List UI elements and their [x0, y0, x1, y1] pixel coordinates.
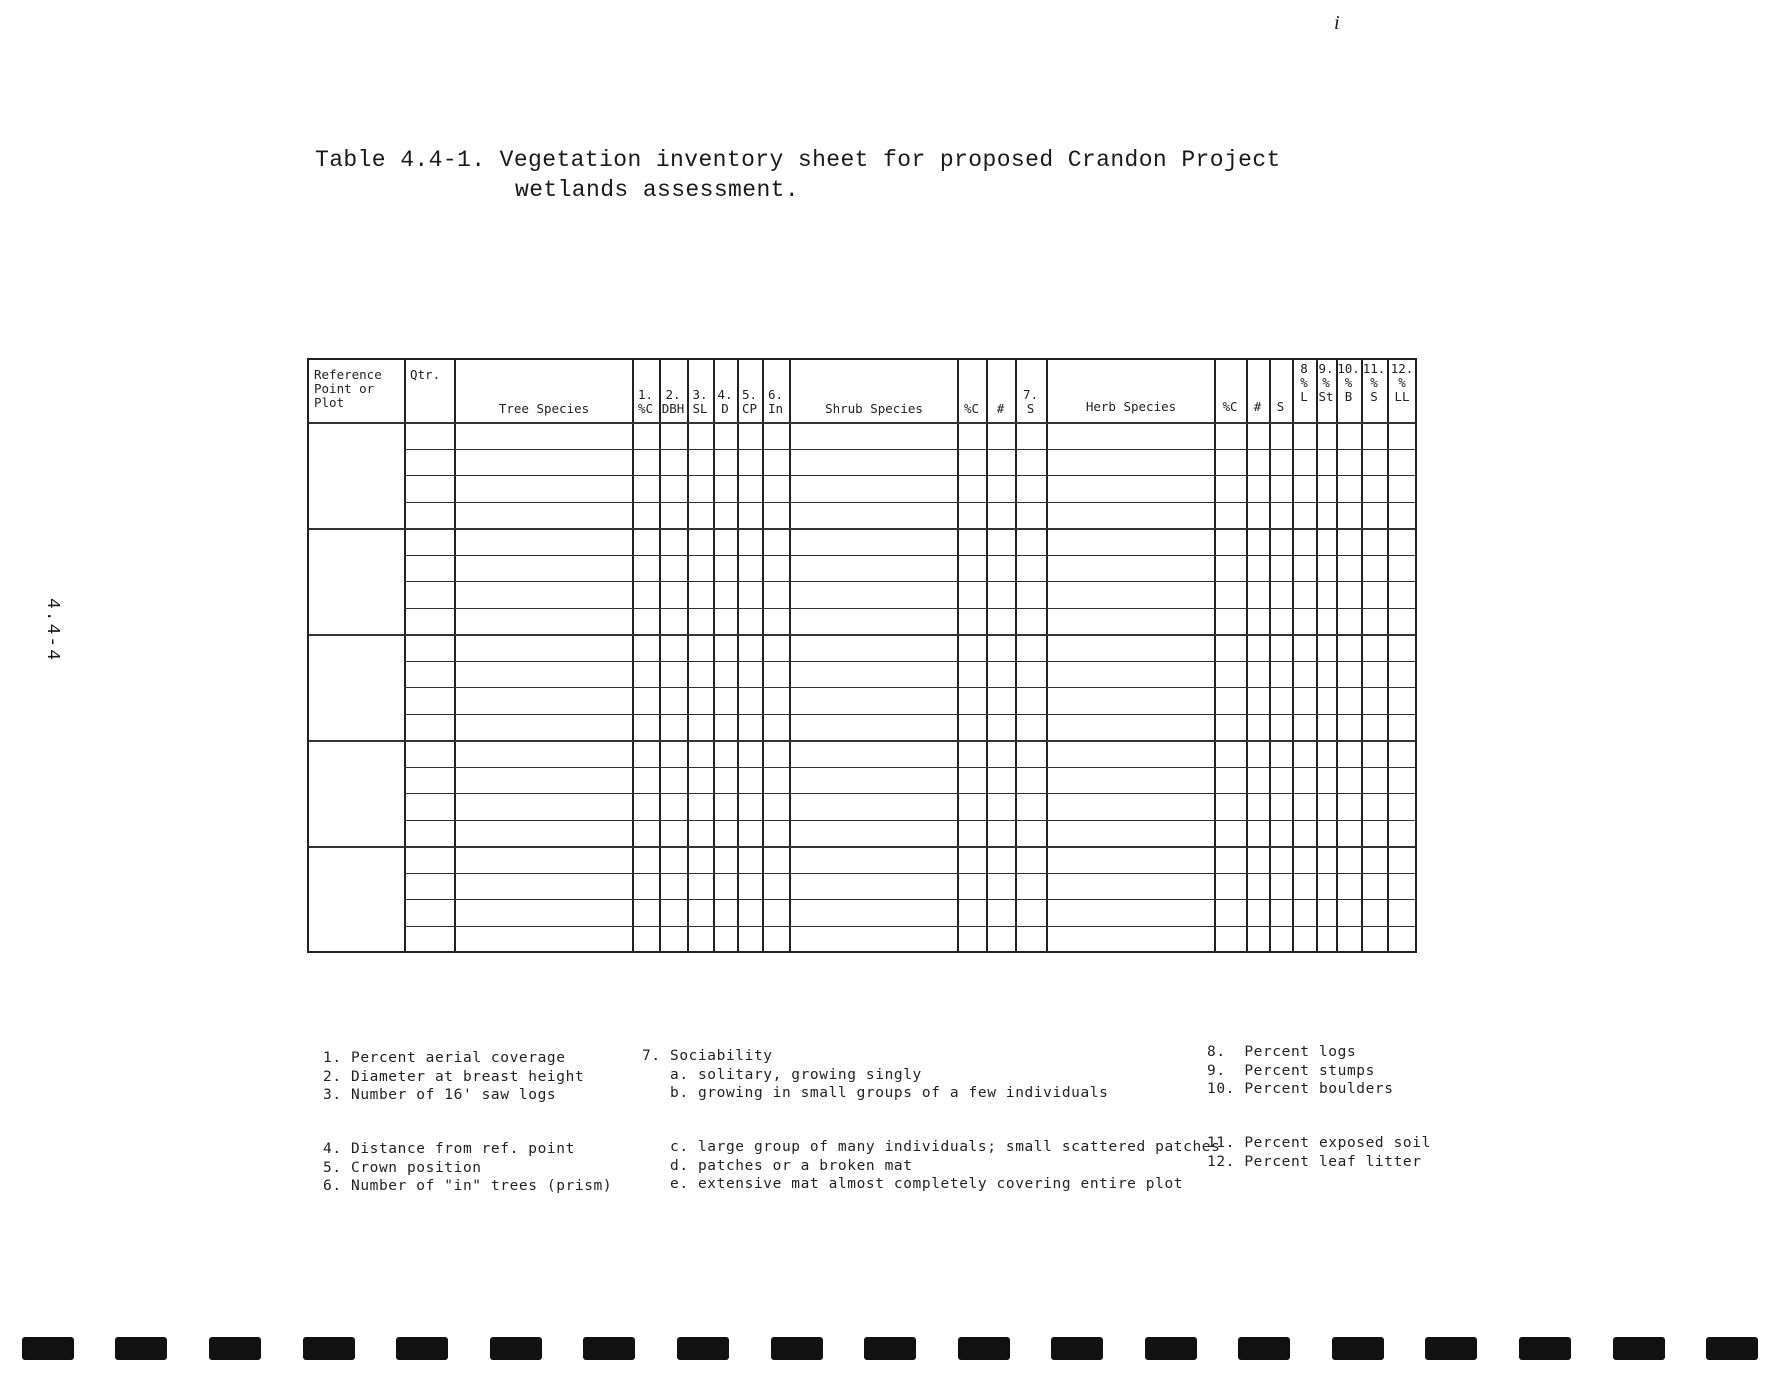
header-col-1: 1. %C: [637, 387, 654, 416]
data-row-rule: [404, 608, 1415, 609]
data-row-rule: [404, 767, 1415, 768]
page-number: 4.4-4: [42, 598, 62, 663]
header-col-12: 12. % LL: [1390, 361, 1414, 404]
sprocket-hole: [1051, 1337, 1103, 1360]
stray-mark: i: [1334, 12, 1340, 34]
data-row-rule: [404, 899, 1415, 900]
sprocket-hole: [1145, 1337, 1197, 1360]
data-row-rule: [404, 873, 1415, 874]
data-row-rule: [404, 449, 1415, 450]
data-row-rule: [404, 926, 1415, 927]
header-herb-number: #: [1253, 399, 1262, 414]
data-row-rule: [404, 502, 1415, 503]
header-col-11: 11. % S: [1362, 361, 1386, 404]
header-col-2: 2. DBH: [661, 387, 685, 416]
sprocket-hole: [677, 1337, 729, 1360]
sprocket-hole: [1519, 1337, 1571, 1360]
legend-right: 8. Percent logs 9. Percent stumps 10. Percent boulders 11. Percent exposed soil 12. Percent leaf litter: [1207, 1044, 1431, 1170]
vegetation-inventory-form: [307, 358, 1417, 953]
sprocket-hole: [490, 1337, 542, 1360]
header-reference-point: Reference Point or Plot: [314, 367, 382, 410]
header-shrub-species: Shrub Species: [825, 401, 923, 416]
header-shrub-percent: %C: [963, 401, 980, 416]
header-col-6: 6. In: [767, 387, 784, 416]
table-caption: [315, 145, 1281, 205]
sprocket-hole: [209, 1337, 261, 1360]
header-col-10: 10. % B: [1337, 361, 1360, 404]
data-row-rule: [404, 687, 1415, 688]
plot-block-rule: [309, 634, 1415, 636]
sprocket-hole: [958, 1337, 1010, 1360]
sprocket-hole: [864, 1337, 916, 1360]
plot-block-rule: [309, 846, 1415, 848]
header-herb-sociability: S: [1276, 399, 1285, 414]
data-row-rule: [404, 581, 1415, 582]
caption-line-2: wetlands assessment.: [515, 177, 800, 203]
sprocket-hole: [303, 1337, 355, 1360]
header-bottom-rule: [309, 422, 1415, 424]
sprocket-hole: [1613, 1337, 1665, 1360]
header-herb-percent: %C: [1222, 399, 1238, 414]
sprocket-hole: [1238, 1337, 1290, 1360]
data-row-rule: [404, 661, 1415, 662]
legend-left: 1. Percent aerial coverage 2. Diameter at breast height 3. Number of 16' saw logs 4. Distance from ref. point 5. Crown position 6. Number of "in" trees (prism): [323, 1050, 613, 1194]
header-herb-species: Herb Species: [1085, 399, 1177, 414]
sprocket-hole: [1706, 1337, 1758, 1360]
header-col-3: 3. SL: [692, 387, 708, 416]
caption-line-1: Table 4.4-1. Vegetation inventory sheet for proposed Crandon Project: [315, 147, 1281, 173]
data-row-rule: [404, 793, 1415, 794]
header-col-4: 4. D: [717, 387, 733, 416]
plot-block-rule: [309, 528, 1415, 530]
header-shrub-number: #: [996, 401, 1005, 416]
data-row-rule: [404, 475, 1415, 476]
header-qtr: Qtr.: [410, 367, 441, 382]
sprocket-hole: [396, 1337, 448, 1360]
data-row-rule: [404, 820, 1415, 821]
data-row-rule: [404, 555, 1415, 556]
sprocket-hole: [1425, 1337, 1477, 1360]
legend-middle: 7. Sociability a. solitary, growing singly b. growing in small groups of a few individuals c. large group of many individuals; small scattered patches d. patches or a broken mat e. extensive mat almost completely covering entire plot: [642, 1048, 1221, 1192]
sprocket-hole: [771, 1337, 823, 1360]
sprocket-hole: [22, 1337, 74, 1360]
header-col-7: 7. S: [1022, 387, 1039, 416]
header-tree-species: Tree Species: [498, 401, 590, 416]
header-col-9: 9. % St: [1318, 361, 1334, 404]
data-row-rule: [404, 714, 1415, 715]
sprocket-hole: [1332, 1337, 1384, 1360]
sprocket-hole: [115, 1337, 167, 1360]
header-col-5: 5. CP: [741, 387, 758, 416]
header-col-8: 8 % L: [1300, 361, 1308, 404]
plot-block-rule: [309, 740, 1415, 742]
sprocket-hole: [583, 1337, 635, 1360]
